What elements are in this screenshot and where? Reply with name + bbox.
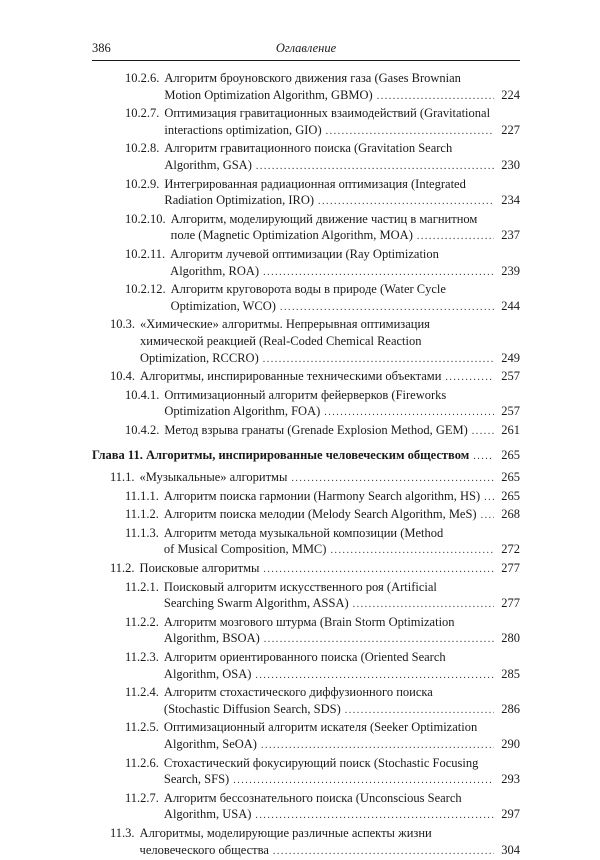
toc-entry-body bbox=[164, 387, 520, 422]
toc-entry-number: 10.2.6. bbox=[125, 71, 160, 85]
toc-entry-title-line: Optimization, WCO) bbox=[170, 298, 276, 313]
toc-entry-body bbox=[164, 614, 520, 649]
table-of-contents bbox=[0, 70, 600, 860]
toc-entry[interactable] bbox=[0, 488, 600, 507]
toc-entry-title-line: Поисковый алгоритм искусственного роя (Artificial bbox=[163, 579, 437, 594]
toc-entry-body bbox=[164, 422, 520, 441]
toc-entry-title-line: Алгоритм метода музыкальной композиции (Method bbox=[163, 525, 444, 540]
page-header bbox=[92, 41, 520, 61]
toc-entry-body bbox=[140, 368, 520, 387]
toc-entry-title-line: Алгоритм мозгового штурма (Brain Storm Optimization bbox=[163, 614, 455, 629]
toc-entry-last-line bbox=[171, 227, 520, 246]
toc-page-number: 230 bbox=[501, 157, 520, 172]
toc-entry-title-line: Оптимизация гравитационных взаимодействий (Gravitational bbox=[164, 106, 491, 121]
toc-page-number: 277 bbox=[501, 596, 520, 611]
toc-entry-last-line bbox=[164, 701, 520, 720]
toc-entry-last-line bbox=[140, 560, 520, 579]
toc-page-number: 234 bbox=[501, 193, 520, 208]
dot-leader bbox=[330, 543, 494, 560]
dot-leader bbox=[256, 159, 494, 176]
toc-entry[interactable] bbox=[0, 755, 600, 790]
toc-entry-title-line: Алгоритм поиска гармонии (Harmony Search algorithm, HS) bbox=[163, 488, 481, 503]
toc-entry-last-line bbox=[170, 263, 520, 282]
toc-page-number: 290 bbox=[501, 736, 520, 751]
toc-entry-title-line: interactions optimization, GIO) bbox=[164, 122, 322, 137]
toc-page-number: 244 bbox=[501, 298, 520, 313]
toc-entry-last-line bbox=[140, 842, 520, 860]
dot-leader bbox=[255, 808, 494, 825]
dot-leader bbox=[291, 471, 494, 488]
toc-entry-number: 10.4.2. bbox=[125, 422, 160, 437]
toc-entry-title-line: Searching Swarm Algorithm, ASSA) bbox=[163, 596, 349, 611]
toc-entry-title-line: (Stochastic Diffusion Search, SDS) bbox=[163, 701, 341, 716]
toc-entry-body bbox=[164, 790, 520, 825]
toc-entry[interactable] bbox=[0, 825, 600, 860]
toc-entry[interactable] bbox=[0, 684, 600, 719]
toc-entry-last-line bbox=[164, 506, 520, 525]
toc-entry[interactable] bbox=[0, 560, 600, 579]
toc-entry-title-line: Алгоритм бессознательного поиска (Unconscious Search bbox=[163, 790, 462, 805]
dot-leader bbox=[263, 265, 494, 282]
toc-entry-number: 11.1.1. bbox=[125, 488, 159, 503]
toc-entry-title-line: Алгоритм гравитационного поиска (Gravitation Search bbox=[164, 141, 453, 156]
toc-page-number: 265 bbox=[501, 488, 520, 503]
toc-entry-body bbox=[140, 469, 520, 488]
toc-entry-title-line: Search, SFS) bbox=[163, 772, 230, 787]
toc-page-number: 280 bbox=[501, 631, 520, 646]
toc-entry-last-line bbox=[164, 122, 520, 141]
toc-entry-number: 11.2.2. bbox=[125, 614, 159, 629]
toc-entry-last-line bbox=[164, 595, 520, 614]
dot-leader bbox=[263, 562, 494, 579]
toc-entry-title-line: of Musical Composition, MMC) bbox=[163, 542, 327, 557]
toc-entry-title-line: Метод взрыва гранаты (Grenade Explosion Method, GEM) bbox=[164, 422, 468, 437]
dot-leader bbox=[233, 773, 494, 790]
dot-leader bbox=[353, 597, 494, 614]
toc-entry-body bbox=[171, 211, 520, 246]
toc-page-number: 257 bbox=[501, 404, 520, 419]
toc-entry-number: 10.2.9. bbox=[125, 176, 160, 191]
toc-entry[interactable] bbox=[0, 649, 600, 684]
toc-entry-body bbox=[140, 560, 520, 579]
toc-entry-last-line bbox=[164, 87, 520, 106]
toc-entry-number: 11.3. bbox=[110, 825, 135, 840]
toc-entry-title-line: Алгоритм, моделирующий движение частиц в магнитном bbox=[170, 211, 478, 226]
toc-page-number: 272 bbox=[501, 542, 520, 557]
dot-leader bbox=[472, 424, 494, 441]
dot-leader bbox=[417, 229, 494, 246]
dot-leader bbox=[345, 703, 494, 720]
toc-entry[interactable] bbox=[0, 790, 600, 825]
toc-entry-last-line bbox=[140, 368, 520, 387]
toc-entry-title-line: Algorithm, ROA) bbox=[170, 263, 260, 278]
toc-entry[interactable] bbox=[0, 368, 600, 387]
toc-entry-number: 11.2.3. bbox=[125, 650, 159, 664]
toc-entry-title-line: Оптимизационный алгоритм искателя (Seeker Optimization bbox=[163, 720, 478, 735]
toc-entry[interactable] bbox=[0, 316, 600, 368]
toc-entry-number: 11.1.3. bbox=[125, 525, 159, 540]
toc-entry-number: 10.3. bbox=[110, 317, 135, 332]
dot-leader bbox=[318, 194, 494, 211]
toc-entry-title-line: Алгоритм лучевой оптимизации (Ray Optimization bbox=[170, 246, 439, 261]
toc-entry-number: 10.2.8. bbox=[125, 141, 160, 156]
toc-page-number: 297 bbox=[501, 807, 520, 822]
dot-leader bbox=[481, 508, 494, 525]
toc-page-number: 265 bbox=[501, 470, 520, 485]
toc-entry-last-line bbox=[164, 666, 520, 685]
toc-entry-last-line bbox=[164, 488, 520, 507]
toc-entry-number: 11.1. bbox=[110, 470, 135, 485]
toc-page-number: 304 bbox=[501, 842, 520, 857]
toc-entry[interactable] bbox=[0, 579, 600, 614]
toc-page-number: 285 bbox=[501, 666, 520, 681]
toc-entry[interactable] bbox=[0, 70, 600, 105]
toc-entry-last-line bbox=[140, 350, 520, 369]
toc-entry-title-line: Алгоритм ориентированного поиска (Oriented Search bbox=[163, 650, 446, 664]
toc-entry-number: 10.2.12. bbox=[125, 282, 166, 297]
toc-entry-number: 10.4. bbox=[110, 369, 135, 384]
toc-page-number: 224 bbox=[501, 87, 520, 102]
dot-leader bbox=[280, 300, 494, 317]
toc-entry-title-line: Алгоритм поиска мелодии (Melody Search Algorithm, MeS) bbox=[163, 507, 477, 522]
toc-entry-last-line bbox=[164, 422, 520, 441]
toc-entry-body bbox=[164, 525, 520, 560]
toc-entry-title-line: Radiation Optimization, IRO) bbox=[164, 193, 315, 208]
toc-entry-last-line bbox=[171, 298, 520, 317]
toc-page-number: 237 bbox=[501, 228, 520, 243]
toc-entry-title-line: Algorithm, OSA) bbox=[163, 666, 252, 681]
toc-entry-title-line: Оптимизационный алгоритм фейерверков (Fireworks bbox=[164, 387, 447, 402]
dot-leader bbox=[273, 844, 494, 860]
toc-entry-last-line bbox=[164, 771, 520, 790]
toc-entry-title-line: Алгоритм стохастического диффузионного поиска bbox=[163, 685, 433, 700]
toc-entry-last-line bbox=[164, 157, 520, 176]
toc-page-number: 261 bbox=[501, 422, 520, 437]
dot-leader bbox=[445, 370, 494, 387]
toc-page-number: 293 bbox=[501, 772, 520, 787]
toc-entry-last-line bbox=[164, 736, 520, 755]
toc-entry-number: 10.2.7. bbox=[125, 106, 160, 121]
page-number: 386 bbox=[92, 41, 111, 55]
toc-page-number: 286 bbox=[501, 701, 520, 716]
toc-entry[interactable] bbox=[0, 211, 600, 246]
toc-entry-last-line bbox=[92, 447, 520, 466]
toc-entry-body bbox=[164, 649, 520, 684]
toc-entry-body bbox=[140, 316, 520, 368]
dot-leader bbox=[261, 738, 494, 755]
toc-entry-title-line: Algorithm, USA) bbox=[163, 807, 252, 822]
toc-entry-number: 11.1.2. bbox=[125, 507, 159, 522]
toc-page-number: 227 bbox=[501, 122, 520, 137]
toc-entry-number: 10.2.10. bbox=[125, 211, 166, 226]
toc-entry-body bbox=[164, 105, 520, 140]
toc-entry-body bbox=[164, 70, 520, 105]
toc-entry-last-line bbox=[164, 192, 520, 211]
dot-leader bbox=[484, 490, 494, 507]
toc-entry-title-line: Optimization Algorithm, FOA) bbox=[164, 404, 321, 419]
toc-entry-title-line: поле (Magnetic Optimization Algorithm, MOA) bbox=[170, 228, 413, 243]
toc-entry-number: 11.2. bbox=[110, 561, 135, 576]
toc-entry[interactable] bbox=[0, 387, 600, 422]
toc-entry-body bbox=[164, 684, 520, 719]
toc-entry-number: 10.4.1. bbox=[125, 387, 160, 402]
toc-entry-title-line: «Химические» алгоритмы. Непрерывная оптимизация bbox=[140, 317, 430, 332]
dot-leader bbox=[255, 668, 494, 685]
toc-entry-number: 11.2.1. bbox=[125, 579, 159, 594]
dot-leader bbox=[377, 89, 494, 106]
toc-entry-title-line: Стохастический фокусирующий поиск (Stochastic Focusing bbox=[163, 755, 479, 770]
toc-entry-body bbox=[170, 246, 520, 281]
toc-entry[interactable] bbox=[0, 506, 600, 525]
toc-entry-body bbox=[164, 579, 520, 614]
toc-entry-body bbox=[164, 506, 520, 525]
toc-entry-body bbox=[164, 140, 520, 175]
toc-entry-title-line: Алгоритмы, инспирированные техническими объектами bbox=[140, 369, 442, 384]
toc-entry-last-line bbox=[164, 806, 520, 825]
toc-entry-last-line bbox=[164, 403, 520, 422]
dot-leader bbox=[324, 405, 494, 422]
toc-entry-title-line: Глава 11. Алгоритмы, инспирированные человеческим обществом bbox=[92, 448, 470, 463]
toc-entry-title-line: Algorithm, BSOA) bbox=[163, 631, 260, 646]
toc-entry-body bbox=[164, 719, 520, 754]
toc-entry-body bbox=[140, 825, 520, 860]
toc-entry[interactable] bbox=[0, 422, 600, 441]
toc-entry-body bbox=[171, 281, 520, 316]
toc-entry[interactable] bbox=[0, 525, 600, 560]
toc-entry-body bbox=[164, 176, 520, 211]
running-title: Оглавление bbox=[275, 41, 337, 55]
toc-entry-body bbox=[164, 488, 520, 507]
toc-entry-title-line: «Музыкальные» алгоритмы bbox=[139, 470, 288, 485]
toc-entry-last-line bbox=[164, 630, 520, 649]
toc-entry-title-line: Optimization, RCCRO) bbox=[140, 350, 259, 365]
toc-entry-title-line: Алгоритмы, моделирующие различные аспекты жизни bbox=[139, 825, 432, 840]
toc-entry[interactable] bbox=[0, 105, 600, 140]
toc-chapter-entry[interactable] bbox=[0, 447, 600, 466]
header-rule bbox=[92, 60, 520, 61]
toc-entry-number: 10.2.11. bbox=[125, 246, 166, 261]
toc-entry-title-line: человеческого общества bbox=[139, 842, 269, 857]
toc-entry-title-line: Algorithm, SeOA) bbox=[163, 736, 257, 751]
toc-entry-title-line: Интегрированная радиационная оптимизация (Integrated bbox=[164, 176, 466, 191]
toc-entry-body bbox=[92, 447, 520, 466]
toc-entry-last-line bbox=[140, 469, 520, 488]
toc-page-number: 257 bbox=[501, 369, 520, 384]
toc-entry-title-line: Algorithm, GSA) bbox=[164, 157, 252, 172]
dot-leader bbox=[263, 352, 494, 369]
toc-entry[interactable] bbox=[0, 469, 600, 488]
toc-entry-title-line: Поисковые алгоритмы bbox=[139, 561, 260, 576]
toc-entry[interactable] bbox=[0, 719, 600, 754]
toc-entry-number: 11.2.5. bbox=[125, 720, 159, 735]
toc-entry[interactable] bbox=[0, 176, 600, 211]
toc-entry-number: 11.2.6. bbox=[125, 755, 159, 770]
toc-entry-last-line bbox=[164, 541, 520, 560]
toc-entry[interactable] bbox=[0, 140, 600, 175]
toc-page-number: 277 bbox=[501, 561, 520, 576]
toc-entry-title-line: Алгоритм круговорота воды в природе (Water Cycle bbox=[170, 282, 446, 297]
toc-page-number: 268 bbox=[501, 507, 520, 522]
toc-entry-title-line: Алгоритм броуновского движения газа (Gases Brownian bbox=[164, 71, 461, 85]
toc-entry-body bbox=[164, 755, 520, 790]
toc-entry-number: 11.2.4. bbox=[125, 685, 159, 700]
dot-leader bbox=[473, 449, 494, 466]
toc-page-number: 265 bbox=[501, 448, 520, 463]
toc-entry[interactable] bbox=[0, 246, 600, 281]
dot-leader bbox=[264, 632, 494, 649]
toc-entry[interactable] bbox=[0, 614, 600, 649]
toc-entry-number: 11.2.7. bbox=[125, 790, 159, 805]
dot-leader bbox=[326, 124, 494, 141]
toc-entry-title-line: химической реакцией (Real-Coded Chemical Reaction bbox=[140, 333, 422, 348]
toc-page-number: 249 bbox=[501, 350, 520, 365]
toc-entry[interactable] bbox=[0, 281, 600, 316]
toc-entry-title-line: Motion Optimization Algorithm, GBMO) bbox=[164, 87, 373, 102]
toc-page-number: 239 bbox=[501, 263, 520, 278]
